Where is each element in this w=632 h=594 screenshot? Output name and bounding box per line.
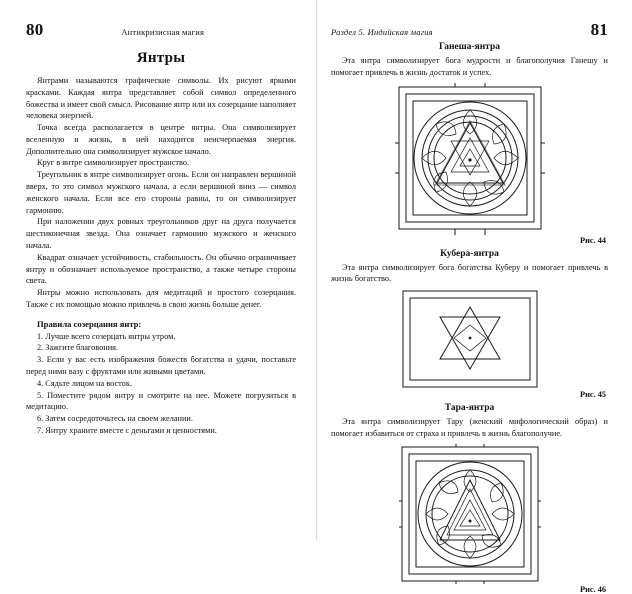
- left-running-title: Антикризисная магия: [121, 27, 205, 37]
- kubera-yantra-diagram: [401, 289, 539, 389]
- figure-caption: Рис. 44: [580, 235, 606, 245]
- right-running-title: Раздел 5. Индийская магия: [331, 27, 433, 37]
- paragraph: Квадрат означает устойчивость, стабильность. Он обычно ограничивает янтру и обозначает используемое пространство, а также четыре стороны света.: [26, 252, 296, 286]
- list-item: 3. Если у вас есть изображения божеств богатства и удачи, поставьте перед нимн вазу с фруктами или живыми цветами.: [26, 355, 296, 376]
- left-running-head: [26, 18, 296, 40]
- yantra-description: Эта янтра символизирует бога богатства Куберу и помогает привлечь в жизнь богатство.: [331, 262, 608, 284]
- figure-kubera: [331, 289, 608, 399]
- figure-caption: Рис. 45: [580, 390, 606, 400]
- rules-list: [26, 331, 296, 437]
- yantra-title: Тара-янтра: [444, 403, 495, 414]
- page-title: Янтры: [136, 50, 186, 66]
- list-item: 6. Затем сосредоточьтесь на своем желании.: [37, 414, 193, 424]
- paragraph: Точка всегда располагается в центре янтры. Она символизирует вселенную и жизнь, в ней находится неисчерпаемая энергия. Дополнительно она символизирует мужское начало.: [26, 123, 296, 156]
- paragraph: Круг в янтре символизирует пространство.: [37, 158, 190, 168]
- paragraph: Янтры можно использовать для медитаций и простого созерцания. Также с их помощью можно привлечь в свою жизнь больше денег.: [26, 288, 296, 309]
- list-item: 7. Янтру храните вместе с деньгами и ценностями.: [37, 425, 217, 435]
- paragraph: При наложении двух ровных треугольников друг на друга получается шестиконечная звезда. Она означает гармонию мужского и женского начала.: [26, 217, 296, 250]
- list-item: 5. Поместите рядом янтру и смотрите на нее. Можете погрузиться в медитацию.: [26, 390, 296, 412]
- ganesha-yantra-diagram: [395, 83, 545, 235]
- yantra-title: Кубера-янтра: [440, 248, 499, 259]
- list-item: 4. Сядьте лицом на восток.: [37, 378, 132, 388]
- list-item: 2. Зажгите благовония.: [37, 343, 119, 353]
- paragraph: Янтрами называются графические символы. Их рисуют яркими красками. Каждая янтра представляет собой символ определенного божества и имеет свой смысл. Рисование янтр или их созерцание наполняет человека энергией.: [26, 76, 296, 121]
- figure-caption: Рис. 46: [580, 584, 606, 594]
- right-page: [316, 0, 632, 594]
- yantra-block-kubera: [331, 249, 608, 400]
- rules-heading: Правила созерцания янтр:: [37, 318, 142, 329]
- right-running-head: [331, 18, 608, 40]
- right-folio: 81: [590, 20, 608, 39]
- tara-yantra-diagram: [399, 444, 541, 584]
- yantra-title: Ганеша-янтра: [438, 42, 500, 52]
- yantra-block-tara: [331, 403, 608, 594]
- paragraph: Треугольник в янтре символизирует огонь. Если он направлен вершиной вверх, то это символ мужского начала, а если вершиной вниз — символ женского начала. Если все его стороны равны, то он символизирует гармонию.: [26, 170, 296, 215]
- figure-tara: [331, 444, 608, 594]
- yantra-description: Эта янтра символизирует бога мудрости и благополучия Ганешу и помогает привлечь в жизнь достаток и успех.: [331, 56, 608, 77]
- yantra-block-ganesha: [331, 42, 608, 245]
- figure-ganesha: [331, 83, 608, 245]
- left-folio: 80: [26, 20, 44, 39]
- yantra-description: Эта янтра символизирует Тару (женский мифологический образ) и помогает избавиться от страха и привлечь в жизнь благополучие.: [331, 417, 608, 438]
- left-page: [0, 0, 316, 540]
- list-item: 1. Лучше всего созерцать янтры утром.: [37, 331, 176, 341]
